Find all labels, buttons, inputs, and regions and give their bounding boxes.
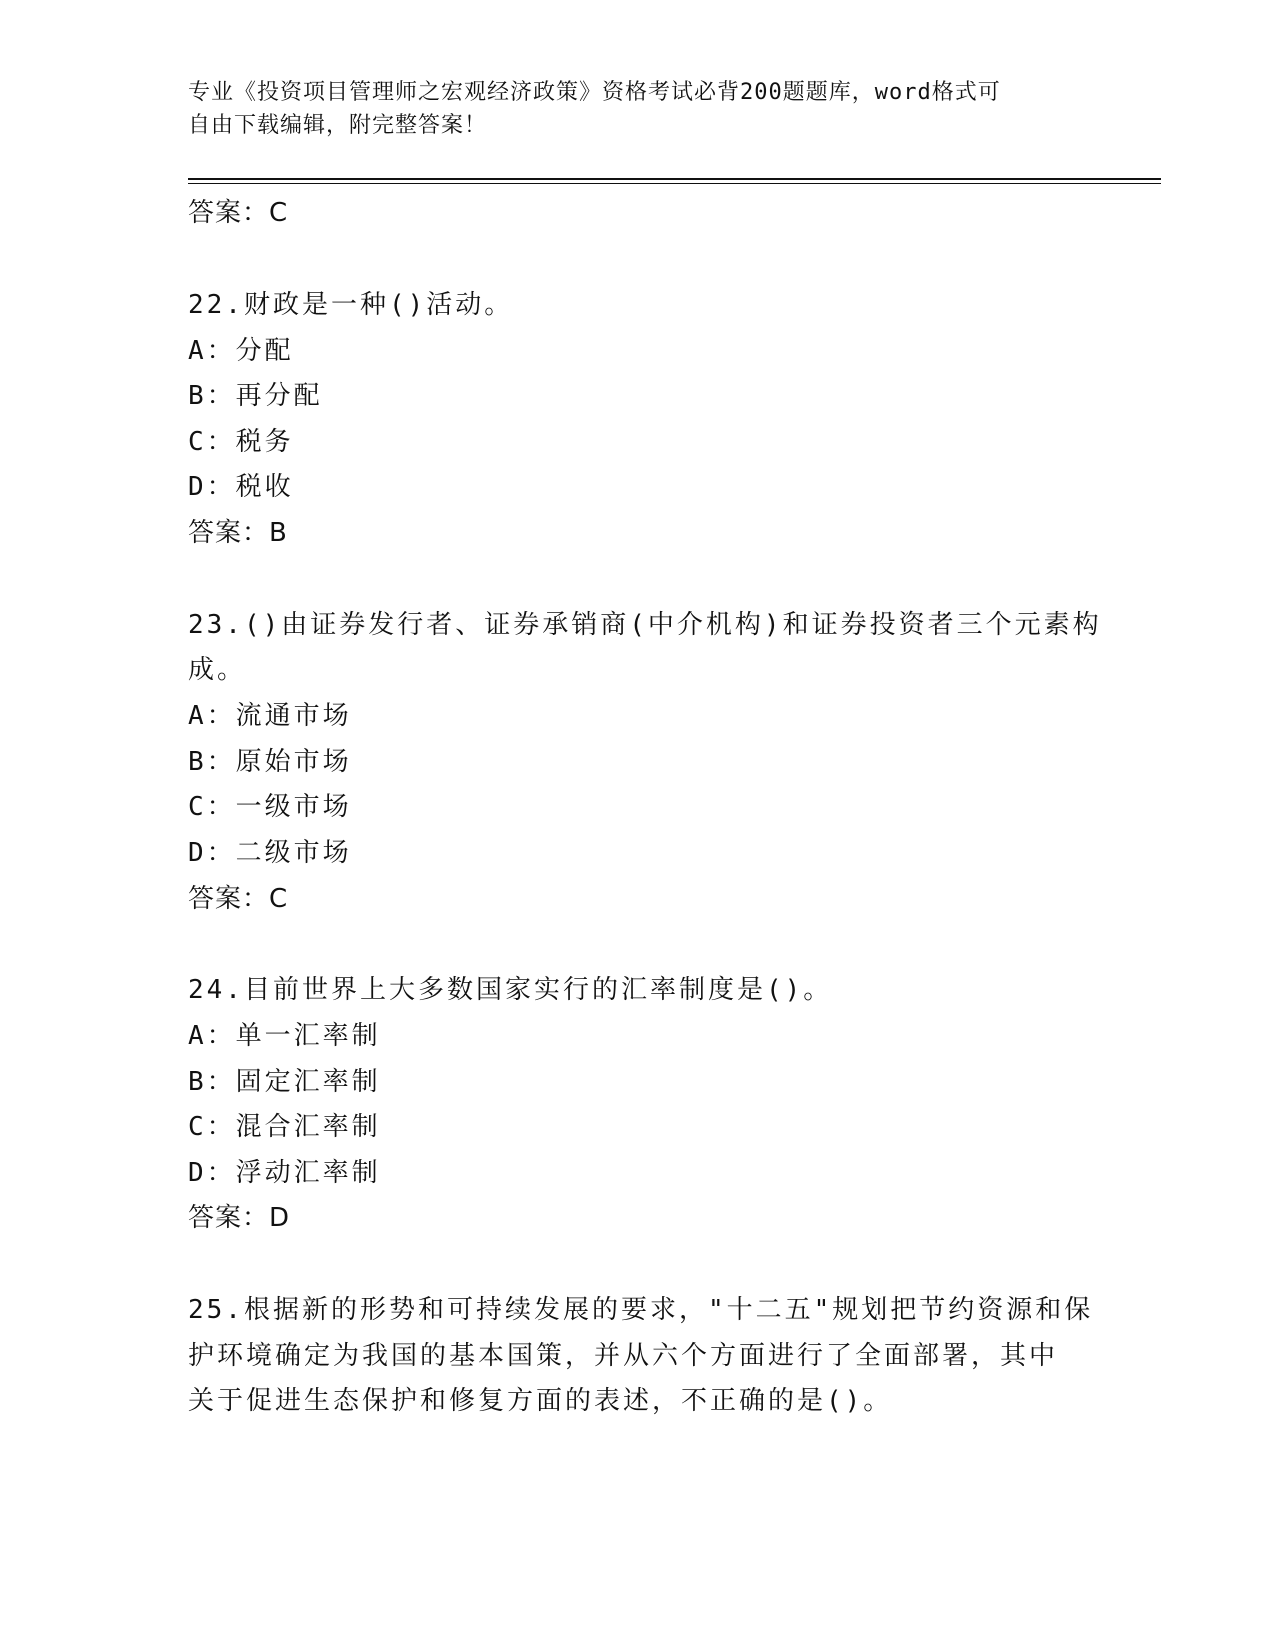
question-23-stem-line-1: 23.()由证券发行者、证券承销商(中介机构)和证券投资者三个元素构	[188, 610, 1102, 640]
question-25-stem-line-2: 护环境确定为我国的基本国策，并从六个方面进行了全面部署，其中	[188, 1341, 1059, 1371]
question-23-option-a: A：流通市场	[188, 701, 352, 731]
question-23-stem-line-2: 成。	[188, 655, 247, 685]
header-line-1: 专业《投资项目管理师之宏观经济政策》资格考试必背200题题库，word格式可	[188, 80, 1001, 105]
question-24-option-b: B：固定汇率制	[188, 1067, 381, 1097]
question-24-answer: 答案：D	[188, 1203, 291, 1233]
header-line-2: 自由下载编辑，附完整答案！	[188, 113, 488, 138]
question-22-option-a: A：分配	[188, 336, 294, 366]
question-23-answer: 答案：C	[188, 884, 289, 914]
header-divider-thin	[188, 183, 1161, 184]
question-23-option-b: B：原始市场	[188, 747, 352, 777]
question-22-option-b: B：再分配	[188, 381, 323, 411]
question-22-option-d: D：税收	[188, 472, 294, 502]
question-24-option-d: D：浮动汇率制	[188, 1158, 381, 1188]
document-header	[188, 76, 1088, 142]
question-22-option-c: C：税务	[188, 427, 294, 457]
question-22-answer: 答案：B	[188, 518, 288, 548]
question-22-stem: 22.财政是一种()活动。	[188, 290, 514, 320]
question-23-option-c: C：一级市场	[188, 792, 352, 822]
header-divider-thick	[188, 178, 1161, 180]
question-24-stem: 24.目前世界上大多数国家实行的汇率制度是()。	[188, 975, 833, 1005]
question-23-option-d: D：二级市场	[188, 838, 352, 868]
question-25-stem-line-1: 25.根据新的形势和可持续发展的要求，"十二五"规划把节约资源和保	[188, 1295, 1094, 1325]
previous-answer: 答案：C	[188, 198, 289, 228]
question-25-stem-line-3: 关于促进生态保护和修复方面的表述，不正确的是()。	[188, 1386, 893, 1416]
question-24-option-c: C：混合汇率制	[188, 1112, 381, 1142]
question-24-option-a: A：单一汇率制	[188, 1021, 381, 1051]
